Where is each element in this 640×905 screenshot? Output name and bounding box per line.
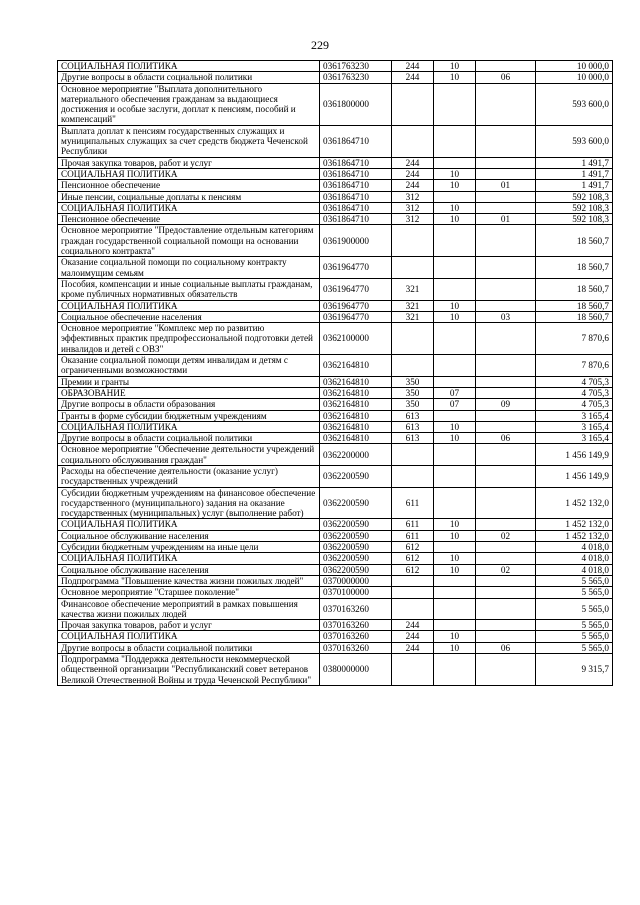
row-vr-cell xyxy=(392,225,434,257)
table-row xyxy=(58,191,613,202)
table-row xyxy=(58,530,613,541)
row-csr-cell: 0370163260 xyxy=(320,620,392,631)
row-name-cell: Другие вопросы в области социальной политики xyxy=(58,642,320,653)
table-row xyxy=(58,311,613,322)
row-vr-cell: 321 xyxy=(392,311,434,322)
row-csr-cell: 0361864710 xyxy=(320,214,392,225)
row-csr-cell: 0380000000 xyxy=(320,654,392,686)
row-vr-cell: 611 xyxy=(392,530,434,541)
row-name-cell: Субсидии бюджетным учреждениям на финансовое обеспечение государственного (муниципального) задания на оказание государственных (муниципальных) услуг (выполнение работ) xyxy=(58,487,320,519)
row-rz-cell: 10 xyxy=(434,214,476,225)
row-sum-cell: 5 565,0 xyxy=(536,598,613,620)
row-name-cell: СОЦИАЛЬНАЯ ПОЛИТИКА xyxy=(58,202,320,213)
row-pr-cell xyxy=(476,355,536,377)
row-vr-cell: 613 xyxy=(392,433,434,444)
table-row xyxy=(58,444,613,466)
row-rz-cell xyxy=(434,620,476,631)
row-rz-cell xyxy=(434,83,476,125)
row-csr-cell: 0362164810 xyxy=(320,387,392,398)
row-sum-cell: 4 705,3 xyxy=(536,387,613,398)
row-pr-cell xyxy=(476,83,536,125)
row-rz-cell xyxy=(434,278,476,300)
row-name-cell: Основное мероприятие "Старшее поколение" xyxy=(58,587,320,598)
row-name-cell: Другие вопросы в области социальной политики xyxy=(58,433,320,444)
row-name-cell: Пособия, компенсации и иные социальные выплаты гражданам, кроме публичных нормативных обязательств xyxy=(58,278,320,300)
table-row xyxy=(58,642,613,653)
table-row xyxy=(58,465,613,487)
row-pr-cell: 09 xyxy=(476,399,536,410)
row-sum-cell: 18 560,7 xyxy=(536,300,613,311)
table-row xyxy=(58,631,613,642)
row-csr-cell: 0370000000 xyxy=(320,575,392,586)
row-name-cell: СОЦИАЛЬНАЯ ПОЛИТИКА xyxy=(58,519,320,530)
row-name-cell: Прочая закупка товаров, работ и услуг xyxy=(58,620,320,631)
row-sum-cell: 3 165,4 xyxy=(536,433,613,444)
row-rz-cell: 10 xyxy=(434,530,476,541)
row-pr-cell: 06 xyxy=(476,642,536,653)
row-rz-cell: 10 xyxy=(434,421,476,432)
row-csr-cell: 0361864710 xyxy=(320,157,392,168)
row-pr-cell xyxy=(476,620,536,631)
row-rz-cell xyxy=(434,157,476,168)
row-sum-cell: 592 108,3 xyxy=(536,214,613,225)
row-rz-cell: 07 xyxy=(434,387,476,398)
table-row xyxy=(58,323,613,355)
row-pr-cell xyxy=(476,421,536,432)
row-csr-cell: 0362164810 xyxy=(320,376,392,387)
row-name-cell: Прочая закупка товаров, работ и услуг xyxy=(58,157,320,168)
row-sum-cell: 4 018,0 xyxy=(536,553,613,564)
table-row xyxy=(58,125,613,157)
row-name-cell: Финансовое обеспечение мероприятий в рамках повышения качества жизни пожилых людей xyxy=(58,598,320,620)
row-csr-cell: 0361900000 xyxy=(320,225,392,257)
table-row xyxy=(58,575,613,586)
row-sum-cell: 1 491,7 xyxy=(536,180,613,191)
row-pr-cell: 06 xyxy=(476,433,536,444)
table-row xyxy=(58,421,613,432)
row-csr-cell: 0362200590 xyxy=(320,553,392,564)
row-rz-cell xyxy=(434,542,476,553)
page-number: 229 xyxy=(311,38,329,52)
row-rz-cell xyxy=(434,376,476,387)
table-row xyxy=(58,225,613,257)
row-pr-cell xyxy=(476,202,536,213)
row-vr-cell: 244 xyxy=(392,631,434,642)
row-vr-cell: 613 xyxy=(392,421,434,432)
row-rz-cell: 10 xyxy=(434,180,476,191)
row-vr-cell: 613 xyxy=(392,410,434,421)
row-sum-cell: 3 165,4 xyxy=(536,410,613,421)
row-name-cell: Пенсионное обеспечение xyxy=(58,214,320,225)
row-pr-cell xyxy=(476,631,536,642)
row-rz-cell xyxy=(434,598,476,620)
row-name-cell: СОЦИАЛЬНАЯ ПОЛИТИКА xyxy=(58,421,320,432)
row-pr-cell xyxy=(476,257,536,279)
row-csr-cell: 0370163260 xyxy=(320,598,392,620)
row-vr-cell xyxy=(392,575,434,586)
row-csr-cell: 0362100000 xyxy=(320,323,392,355)
row-vr-cell: 612 xyxy=(392,542,434,553)
row-vr-cell xyxy=(392,125,434,157)
table-row xyxy=(58,399,613,410)
row-name-cell: Другие вопросы в области образования xyxy=(58,399,320,410)
row-sum-cell: 1 456 149,9 xyxy=(536,465,613,487)
row-name-cell: Основное мероприятие "Предоставление отдельным категориям граждан государственной социальной помощи на основании социального контракта" xyxy=(58,225,320,257)
row-vr-cell: 321 xyxy=(392,278,434,300)
row-sum-cell: 5 565,0 xyxy=(536,620,613,631)
row-vr-cell: 612 xyxy=(392,553,434,564)
row-name-cell: Подпрограмма "Повышение качества жизни пожилых людей" xyxy=(58,575,320,586)
row-pr-cell xyxy=(476,387,536,398)
row-csr-cell: 0362164810 xyxy=(320,399,392,410)
row-vr-cell: 350 xyxy=(392,376,434,387)
row-pr-cell: 01 xyxy=(476,180,536,191)
table-row xyxy=(58,620,613,631)
row-pr-cell xyxy=(476,654,536,686)
row-rz-cell xyxy=(434,323,476,355)
row-pr-cell xyxy=(476,575,536,586)
row-vr-cell: 312 xyxy=(392,214,434,225)
table-row xyxy=(58,72,613,83)
row-vr-cell xyxy=(392,323,434,355)
row-vr-cell xyxy=(392,598,434,620)
row-pr-cell xyxy=(476,465,536,487)
row-pr-cell xyxy=(476,157,536,168)
row-sum-cell: 18 560,7 xyxy=(536,225,613,257)
row-pr-cell: 03 xyxy=(476,311,536,322)
row-name-cell: СОЦИАЛЬНАЯ ПОЛИТИКА xyxy=(58,168,320,179)
row-vr-cell xyxy=(392,587,434,598)
row-rz-cell: 10 xyxy=(434,168,476,179)
table-row xyxy=(58,278,613,300)
row-pr-cell: 06 xyxy=(476,72,536,83)
row-sum-cell: 7 870,6 xyxy=(536,355,613,377)
row-name-cell: Гранты в форме субсидии бюджетным учреждениям xyxy=(58,410,320,421)
row-csr-cell: 0361864710 xyxy=(320,191,392,202)
row-pr-cell: 02 xyxy=(476,530,536,541)
row-name-cell: СОЦИАЛЬНАЯ ПОЛИТИКА xyxy=(58,300,320,311)
row-rz-cell xyxy=(434,410,476,421)
row-csr-cell: 0362164810 xyxy=(320,421,392,432)
row-rz-cell xyxy=(434,355,476,377)
row-sum-cell: 1 452 132,0 xyxy=(536,487,613,519)
row-sum-cell: 593 600,0 xyxy=(536,83,613,125)
budget-table xyxy=(57,60,613,686)
row-rz-cell xyxy=(434,654,476,686)
row-csr-cell: 0370163260 xyxy=(320,642,392,653)
row-vr-cell: 312 xyxy=(392,202,434,213)
table-row xyxy=(58,598,613,620)
row-rz-cell: 10 xyxy=(434,631,476,642)
row-pr-cell: 02 xyxy=(476,564,536,575)
row-vr-cell: 312 xyxy=(392,191,434,202)
row-vr-cell: 611 xyxy=(392,487,434,519)
row-rz-cell: 07 xyxy=(434,399,476,410)
row-csr-cell: 0361800000 xyxy=(320,83,392,125)
row-pr-cell xyxy=(476,225,536,257)
row-rz-cell xyxy=(434,444,476,466)
row-name-cell: Премии и гранты xyxy=(58,376,320,387)
row-rz-cell: 10 xyxy=(434,202,476,213)
row-name-cell: Выплата доплат к пенсиям государственных служащих и муниципальных служащих за счет средств бюджета Чеченской Республики xyxy=(58,125,320,157)
row-name-cell: Другие вопросы в области социальной политики xyxy=(58,72,320,83)
row-sum-cell: 1 452 132,0 xyxy=(536,519,613,530)
row-pr-cell xyxy=(476,61,536,72)
row-sum-cell: 5 565,0 xyxy=(536,575,613,586)
row-vr-cell xyxy=(392,444,434,466)
table-row xyxy=(58,542,613,553)
row-sum-cell: 1 491,7 xyxy=(536,157,613,168)
row-vr-cell: 244 xyxy=(392,168,434,179)
row-vr-cell: 611 xyxy=(392,519,434,530)
table-row xyxy=(58,157,613,168)
table-row xyxy=(58,257,613,279)
row-csr-cell: 0362200590 xyxy=(320,519,392,530)
row-sum-cell: 5 565,0 xyxy=(536,631,613,642)
row-vr-cell: 321 xyxy=(392,300,434,311)
row-sum-cell: 10 000,0 xyxy=(536,72,613,83)
row-name-cell: Подпрограмма "Поддержка деятельности некоммерческой общественной организации "Республиканский совет ветеранов Великой Отечественной Войны и труда Чеченской Республики" xyxy=(58,654,320,686)
row-csr-cell: 0370100000 xyxy=(320,587,392,598)
row-csr-cell: 0361964770 xyxy=(320,257,392,279)
table-row xyxy=(58,553,613,564)
row-vr-cell: 244 xyxy=(392,72,434,83)
row-vr-cell: 350 xyxy=(392,387,434,398)
row-vr-cell: 244 xyxy=(392,61,434,72)
table-row xyxy=(58,202,613,213)
row-sum-cell: 1 456 149,9 xyxy=(536,444,613,466)
row-csr-cell: 0361763230 xyxy=(320,72,392,83)
row-vr-cell xyxy=(392,257,434,279)
row-sum-cell: 18 560,7 xyxy=(536,278,613,300)
row-rz-cell xyxy=(434,191,476,202)
row-csr-cell: 0362164810 xyxy=(320,355,392,377)
row-pr-cell: 01 xyxy=(476,214,536,225)
row-pr-cell xyxy=(476,376,536,387)
row-rz-cell: 10 xyxy=(434,553,476,564)
row-vr-cell: 244 xyxy=(392,620,434,631)
row-csr-cell: 0361864710 xyxy=(320,180,392,191)
row-rz-cell xyxy=(434,575,476,586)
table-row xyxy=(58,300,613,311)
row-rz-cell: 10 xyxy=(434,61,476,72)
row-name-cell: СОЦИАЛЬНАЯ ПОЛИТИКА xyxy=(58,553,320,564)
row-vr-cell: 612 xyxy=(392,564,434,575)
row-name-cell: Иные пенсии, социальные доплаты к пенсиям xyxy=(58,191,320,202)
row-vr-cell xyxy=(392,465,434,487)
row-csr-cell: 0362200590 xyxy=(320,564,392,575)
table-row xyxy=(58,61,613,72)
row-csr-cell: 0361864710 xyxy=(320,202,392,213)
row-pr-cell xyxy=(476,278,536,300)
row-csr-cell: 0370163260 xyxy=(320,631,392,642)
row-pr-cell xyxy=(476,323,536,355)
row-sum-cell: 593 600,0 xyxy=(536,125,613,157)
table-row xyxy=(58,168,613,179)
row-sum-cell: 9 315,7 xyxy=(536,654,613,686)
row-name-cell: Основное мероприятие "Комплекс мер по развитию эффективных практик предпрофессиональной подготовки детей инвалидов и детей с ОВЗ" xyxy=(58,323,320,355)
row-pr-cell xyxy=(476,587,536,598)
row-rz-cell: 10 xyxy=(434,72,476,83)
row-rz-cell xyxy=(434,587,476,598)
row-rz-cell xyxy=(434,257,476,279)
row-csr-cell: 0361964770 xyxy=(320,311,392,322)
row-name-cell: Основное мероприятие "Обеспечение деятельности учреждений социального обслуживания граждан" xyxy=(58,444,320,466)
row-vr-cell xyxy=(392,355,434,377)
row-csr-cell: 0362164810 xyxy=(320,433,392,444)
row-csr-cell: 0362200000 xyxy=(320,444,392,466)
row-rz-cell: 10 xyxy=(434,300,476,311)
row-rz-cell xyxy=(434,487,476,519)
row-pr-cell xyxy=(476,191,536,202)
row-vr-cell: 244 xyxy=(392,642,434,653)
table-row xyxy=(58,519,613,530)
row-pr-cell xyxy=(476,300,536,311)
row-pr-cell xyxy=(476,125,536,157)
row-pr-cell xyxy=(476,519,536,530)
row-name-cell: Социальное обслуживание населения xyxy=(58,564,320,575)
table-row xyxy=(58,487,613,519)
row-csr-cell: 0362200590 xyxy=(320,542,392,553)
table-row xyxy=(58,83,613,125)
row-rz-cell: 10 xyxy=(434,519,476,530)
row-pr-cell xyxy=(476,487,536,519)
row-rz-cell xyxy=(434,225,476,257)
row-csr-cell: 0361864710 xyxy=(320,168,392,179)
row-csr-cell: 0361964770 xyxy=(320,300,392,311)
row-sum-cell: 592 108,3 xyxy=(536,202,613,213)
table-row xyxy=(58,376,613,387)
row-name-cell: Оказание социальной помощи детям инвалидам и детям с ограниченными возможностями xyxy=(58,355,320,377)
row-name-cell: Субсидии бюджетным учреждениям на иные цели xyxy=(58,542,320,553)
row-sum-cell: 4 018,0 xyxy=(536,564,613,575)
row-csr-cell: 0361964770 xyxy=(320,278,392,300)
row-sum-cell: 4 705,3 xyxy=(536,399,613,410)
row-sum-cell: 7 870,6 xyxy=(536,323,613,355)
row-pr-cell xyxy=(476,410,536,421)
table-row xyxy=(58,214,613,225)
row-csr-cell: 0362200590 xyxy=(320,465,392,487)
row-name-cell: Социальное обслуживание населения xyxy=(58,530,320,541)
row-vr-cell: 244 xyxy=(392,157,434,168)
row-sum-cell: 4 018,0 xyxy=(536,542,613,553)
row-vr-cell xyxy=(392,83,434,125)
row-name-cell: ОБРАЗОВАНИЕ xyxy=(58,387,320,398)
row-pr-cell xyxy=(476,553,536,564)
row-rz-cell: 10 xyxy=(434,642,476,653)
row-name-cell: Социальное обеспечение населения xyxy=(58,311,320,322)
row-pr-cell xyxy=(476,598,536,620)
row-csr-cell: 0361864710 xyxy=(320,125,392,157)
row-sum-cell: 1 491,7 xyxy=(536,168,613,179)
row-sum-cell: 4 705,3 xyxy=(536,376,613,387)
row-vr-cell: 244 xyxy=(392,180,434,191)
row-pr-cell xyxy=(476,542,536,553)
row-name-cell: Оказание социальной помощи по социальному контракту малоимущим семьям xyxy=(58,257,320,279)
row-name-cell: СОЦИАЛЬНАЯ ПОЛИТИКА xyxy=(58,61,320,72)
budget-table-body xyxy=(58,61,613,686)
table-row xyxy=(58,433,613,444)
row-rz-cell: 10 xyxy=(434,564,476,575)
row-name-cell: СОЦИАЛЬНАЯ ПОЛИТИКА xyxy=(58,631,320,642)
table-row xyxy=(58,654,613,686)
table-row xyxy=(58,564,613,575)
row-vr-cell xyxy=(392,654,434,686)
row-name-cell: Основное мероприятие "Выплата дополнительного материального обеспечения гражданам за выдающиеся достижения и особые заслуги, доплат к пенсиям, пособий и компенсаций" xyxy=(58,83,320,125)
row-csr-cell: 0362200590 xyxy=(320,530,392,541)
row-rz-cell: 10 xyxy=(434,433,476,444)
row-sum-cell: 5 565,0 xyxy=(536,587,613,598)
row-pr-cell xyxy=(476,168,536,179)
row-sum-cell: 592 108,3 xyxy=(536,191,613,202)
table-row xyxy=(58,180,613,191)
table-row xyxy=(58,410,613,421)
table-row xyxy=(58,387,613,398)
row-name-cell: Пенсионное обеспечение xyxy=(58,180,320,191)
row-csr-cell: 0362200590 xyxy=(320,487,392,519)
row-rz-cell: 10 xyxy=(434,311,476,322)
row-vr-cell: 350 xyxy=(392,399,434,410)
row-sum-cell: 10 000,0 xyxy=(536,61,613,72)
row-rz-cell xyxy=(434,465,476,487)
row-name-cell: Расходы на обеспечение деятельности (оказание услуг) государственных учреждений xyxy=(58,465,320,487)
row-sum-cell: 3 165,4 xyxy=(536,421,613,432)
table-row xyxy=(58,355,613,377)
table-row xyxy=(58,587,613,598)
row-sum-cell: 18 560,7 xyxy=(536,311,613,322)
row-pr-cell xyxy=(476,444,536,466)
row-csr-cell: 0362164810 xyxy=(320,410,392,421)
row-csr-cell: 0361763230 xyxy=(320,61,392,72)
row-sum-cell: 5 565,0 xyxy=(536,642,613,653)
row-rz-cell xyxy=(434,125,476,157)
row-sum-cell: 18 560,7 xyxy=(536,257,613,279)
row-sum-cell: 1 452 132,0 xyxy=(536,530,613,541)
